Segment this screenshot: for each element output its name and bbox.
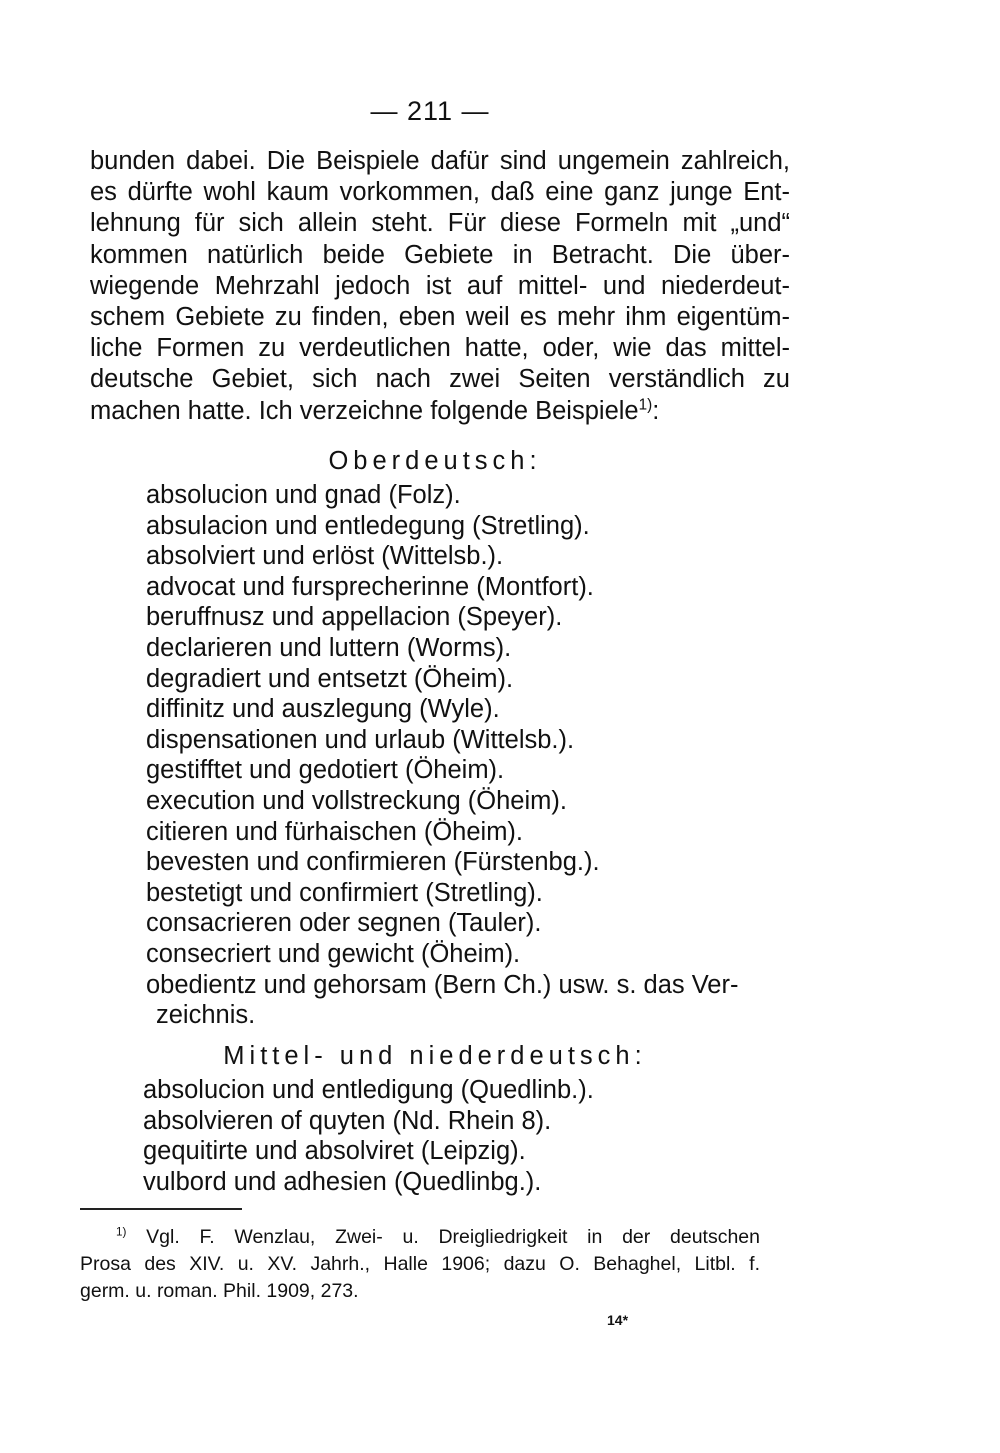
list-item: gestifftet und gedotiert (Öheim). bbox=[146, 756, 505, 785]
body-line: lehnung für sich allein steht. Für diese Formeln mit „und“ bbox=[90, 209, 790, 238]
footnote-reference[interactable]: 1) bbox=[638, 396, 653, 414]
body-line: kommen natürlich beide Gebiete in Betracht. Die über- bbox=[90, 240, 790, 269]
section-heading-upper-german: Oberdeutsch: bbox=[328, 447, 542, 475]
list-item: bestetigt und confirmiert (Stretling). bbox=[146, 878, 543, 907]
list-item: absolucion und entledigung (Quedlinb.). bbox=[143, 1076, 594, 1104]
footnote bbox=[80, 1224, 760, 1305]
list-item: consacrieren oder segnen (Tauler). bbox=[146, 909, 542, 938]
body-line: deutsche Gebiet, sich nach zwei Seiten verständlich zu bbox=[90, 365, 790, 394]
list-item: absulacion und entledegung (Stretling). bbox=[146, 511, 590, 540]
page-number: — 211 — bbox=[370, 96, 490, 126]
list-item: citieren und fürhaischen (Öheim). bbox=[146, 817, 524, 846]
body-line: es dürfte wohl kaum vorkommen, daß eine ganz junge Ent- bbox=[90, 178, 790, 207]
list-item: execution und vollstreckung (Öheim). bbox=[146, 786, 567, 815]
list-item: consecriert und gewicht (Öheim). bbox=[146, 939, 521, 968]
middle-low-german-list bbox=[143, 1075, 594, 1197]
body-paragraph bbox=[90, 146, 790, 427]
body-line: liche Formen zu verdeutlichen hatte, oder, wie das mittel- bbox=[90, 334, 790, 363]
list-item: beruffnusz und appellacion (Speyer). bbox=[146, 603, 563, 632]
body-last-line bbox=[90, 396, 790, 427]
list-item: advocat und fursprecherinne (Montfort). bbox=[146, 572, 594, 601]
footnote-divider bbox=[80, 1208, 242, 1210]
list-item: bevesten und confirmieren (Fürstenbg.). bbox=[146, 848, 600, 877]
footnote-line: germ. u. roman. Phil. 1909, 273. bbox=[80, 1280, 359, 1302]
upper-german-list bbox=[146, 480, 738, 1031]
list-item: absolviert und erlöst (Wittelsb.). bbox=[146, 542, 504, 571]
section-heading-middle-low-german: Mittel- und niederdeutsch: bbox=[223, 1042, 647, 1070]
list-item: dispensationen und urlaub (Wittelsb.). bbox=[146, 725, 575, 754]
footnote-marker: 1) bbox=[116, 1225, 127, 1239]
list-item: obedientz und gehorsam (Bern Ch.) usw. s. das Ver- bbox=[146, 970, 739, 999]
list-item-continuation: zeichnis. bbox=[156, 1001, 256, 1030]
body-last-line-text: machen hatte. Ich verzeichne folgende Beispiele bbox=[90, 396, 639, 425]
body-line: schem Gebiete zu finden, eben weil es mehr ihm eigentüm- bbox=[90, 303, 790, 332]
body-line: bunden dabei. Die Beispiele dafür sind ungemein zahlreich, bbox=[90, 147, 790, 175]
list-item: absolvieren of quyten (Nd. Rhein 8). bbox=[143, 1106, 552, 1135]
body-line: wiegende Mehrzahl jedoch ist auf mittel- und niederdeut- bbox=[90, 271, 790, 300]
signature-mark: 14* bbox=[607, 1312, 629, 1328]
list-item: diffinitz und auszlegung (Wyle). bbox=[146, 695, 500, 724]
footnote-line: Prosa des XIV. u. XV. Jahrh., Halle 1906; dazu O. Behaghel, Litbl. f. bbox=[80, 1253, 760, 1275]
footnote-line-1: Vgl. F. Wenzlau, Zwei- u. Dreigliedrigkeit in der deutschen bbox=[146, 1226, 760, 1248]
list-item: gequitirte und absolviret (Leipzig). bbox=[143, 1137, 526, 1166]
footnote-line bbox=[80, 1224, 760, 1251]
body-last-line-end: : bbox=[652, 396, 660, 425]
list-item: absolucion und gnad (Folz). bbox=[146, 481, 461, 509]
list-item: vulbord und adhesien (Quedlinbg.). bbox=[143, 1167, 542, 1196]
list-item: degradiert und entsetzt (Öheim). bbox=[146, 664, 514, 693]
list-item: declarieren und luttern (Worms). bbox=[146, 633, 512, 662]
